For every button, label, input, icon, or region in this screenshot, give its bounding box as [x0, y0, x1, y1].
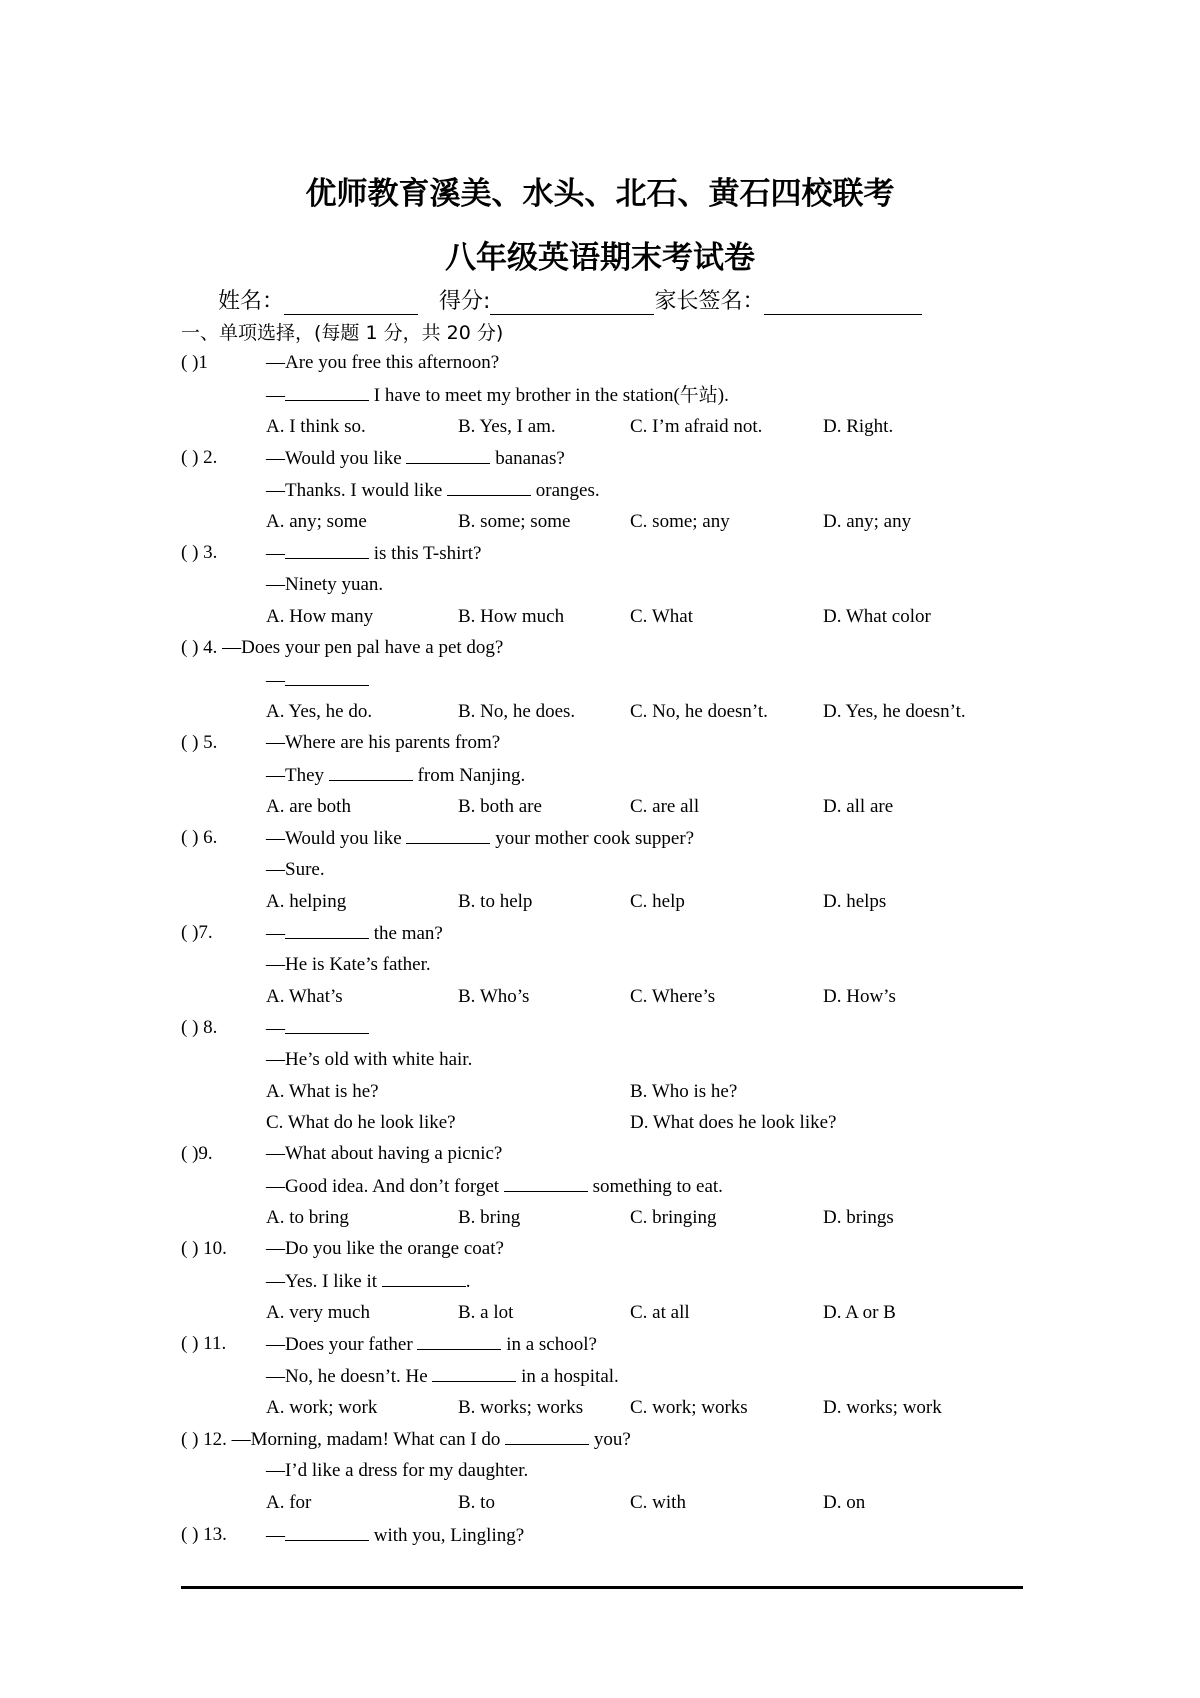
option-b[interactable]: B. a lot [458, 1302, 514, 1323]
option-d[interactable]: D. brings [823, 1207, 894, 1228]
option-d[interactable]: D. helps [823, 891, 887, 912]
name-label: 姓名： [218, 289, 285, 314]
question-text: —Would you like [266, 828, 407, 849]
question-line: —What about having a picnic? [266, 1143, 503, 1164]
blank[interactable] [417, 1331, 501, 1350]
answer-line [266, 1268, 471, 1294]
answer-text: . [465, 1271, 471, 1292]
question-number: ( ) 5. [181, 732, 218, 753]
answer-text: —Yes. I like it [266, 1271, 382, 1292]
answer-text: —Good idea. And don’t forget [266, 1176, 504, 1197]
option-d[interactable]: D. A or B [823, 1302, 896, 1323]
blank[interactable] [406, 825, 490, 844]
question-text: is this T-shirt? [369, 543, 482, 564]
question-text: the man? [369, 923, 443, 944]
footer-divider [181, 1586, 1023, 1589]
answer-line: —Sure. [266, 859, 325, 880]
option-a[interactable]: A. any; some [266, 511, 367, 532]
question-number: ( ) 12. —Morning, madam! What can I do [181, 1429, 506, 1450]
question-line [181, 1426, 631, 1452]
score-blank[interactable] [490, 288, 654, 315]
option-d[interactable]: D. Right. [823, 416, 894, 437]
option-b[interactable]: B. to [458, 1492, 495, 1513]
question-number: ( ) 10. [181, 1238, 227, 1259]
question-line [266, 1522, 524, 1548]
option-c[interactable]: C. work; works [630, 1397, 748, 1418]
answer-text: in a hospital. [516, 1366, 619, 1387]
parent-signature-label: 家长签名： [654, 289, 765, 314]
parent-signature-blank[interactable] [764, 288, 922, 315]
option-d[interactable]: D. What color [823, 606, 931, 627]
question-number: ( ) 4. —Does your pen pal have a pet dog? [181, 637, 504, 658]
option-d[interactable]: D. What does he look like? [630, 1112, 837, 1133]
question-text: — [266, 1525, 285, 1546]
question-line [266, 825, 694, 851]
option-a[interactable]: A. for [266, 1492, 312, 1513]
answer-text: —No, he doesn’t. He [266, 1366, 433, 1387]
answer-text: —Thanks. I would like [266, 480, 448, 501]
blank[interactable] [285, 1522, 369, 1541]
answer-text: I have to meet my brother in the station(午站). [369, 385, 729, 406]
blank[interactable] [382, 1268, 466, 1287]
question-text: in a school? [501, 1334, 597, 1355]
answer-text: something to eat. [587, 1176, 723, 1197]
blank[interactable] [406, 445, 490, 464]
option-d[interactable]: D. on [823, 1492, 866, 1513]
option-d[interactable]: D. any; any [823, 511, 912, 532]
blank[interactable] [285, 1015, 369, 1034]
blank[interactable] [329, 762, 413, 781]
exam-title: 优师教育溪美、水头、北石、黄石四校联考 [305, 176, 895, 212]
blank[interactable] [447, 477, 531, 496]
option-a[interactable]: A. How many [266, 606, 374, 627]
option-b[interactable]: B. some; some [458, 511, 571, 532]
option-b[interactable]: B. bring [458, 1207, 521, 1228]
option-c[interactable]: C. What do he look like? [266, 1112, 456, 1133]
blank[interactable] [432, 1363, 516, 1382]
question-text: with you, Lingling? [369, 1525, 525, 1546]
option-a[interactable]: A. helping [266, 891, 347, 912]
answer-text: — [266, 385, 285, 406]
student-info-row [218, 284, 922, 315]
question-number: ( ) 13. [181, 1524, 227, 1545]
question-text: — [266, 1018, 285, 1039]
question-line [266, 445, 565, 471]
question-number: ( ) 3. [181, 542, 218, 563]
name-blank[interactable] [284, 288, 418, 315]
option-b[interactable]: B. No, he does. [458, 701, 576, 722]
option-d[interactable]: D. works; work [823, 1397, 942, 1418]
option-a[interactable]: A. What’s [266, 986, 343, 1007]
question-line [266, 350, 499, 376]
question-text: —Does your father [266, 1334, 418, 1355]
answer-line [266, 477, 600, 503]
option-d[interactable]: D. Yes, he doesn’t. [823, 701, 966, 722]
answer-text: oranges. [531, 480, 600, 501]
question-number: ( ) 11. [181, 1333, 227, 1354]
option-c[interactable]: C. No, he doesn’t. [630, 701, 768, 722]
option-b[interactable]: B. How much [458, 606, 565, 627]
option-d[interactable]: D. all are [823, 796, 894, 817]
answer-text: from Nanjing. [412, 765, 526, 786]
section-heading: 一、单项选择，(每题 1 分，共 20 分) [181, 322, 504, 344]
answer-line: —He is Kate’s father. [266, 954, 431, 975]
option-a[interactable]: A. Yes, he do. [266, 701, 373, 722]
question-line: —Where are his parents from? [266, 732, 501, 753]
question-number: ( ) 2. [181, 447, 218, 468]
blank[interactable] [285, 382, 369, 401]
question-text: — [266, 923, 285, 944]
option-a[interactable]: A. are both [266, 796, 351, 817]
blank[interactable] [504, 1173, 588, 1192]
question-text: —Would you like [266, 448, 407, 469]
option-a[interactable]: A. I think so. [266, 416, 366, 437]
question-number: ( ) 8. [181, 1017, 218, 1038]
question-line [266, 920, 443, 946]
question-text: — [266, 543, 285, 564]
question-number: ( )1 [181, 352, 208, 373]
option-c[interactable]: C. What [630, 606, 693, 627]
option-c[interactable]: C. with [630, 1492, 686, 1513]
question-line [266, 1331, 597, 1357]
option-a[interactable]: A. to bring [266, 1207, 349, 1228]
score-label: 得分: [439, 289, 491, 314]
blank[interactable] [505, 1426, 589, 1445]
option-c[interactable]: C. at all [630, 1302, 690, 1323]
question-line [266, 1015, 369, 1041]
option-a[interactable]: A. very much [266, 1302, 370, 1323]
blank[interactable] [285, 540, 369, 559]
answer-line [266, 667, 369, 693]
option-b[interactable]: B. Who is he? [630, 1081, 738, 1102]
option-b[interactable]: B. both are [458, 796, 542, 817]
question-line [266, 540, 481, 566]
option-d[interactable]: D. How’s [823, 986, 896, 1007]
question-number: ( ) 6. [181, 827, 218, 848]
answer-text: — [266, 670, 285, 691]
question-number: ( )7. [181, 922, 213, 943]
option-c[interactable]: C. are all [630, 796, 700, 817]
answer-line [266, 1363, 619, 1389]
question-line: —Do you like the orange coat? [266, 1238, 504, 1259]
answer-line [266, 382, 729, 408]
question-text: bananas? [490, 448, 565, 469]
question-number: ( )9. [181, 1143, 213, 1164]
option-c[interactable]: C. bringing [630, 1207, 717, 1228]
question-text: your mother cook supper? [490, 828, 695, 849]
question-text: you? [589, 1429, 631, 1450]
blank[interactable] [285, 920, 369, 939]
answer-line [266, 762, 525, 788]
answer-line: —I’d like a dress for my daughter. [266, 1460, 529, 1481]
option-c[interactable]: C. Where’s [630, 986, 716, 1007]
answer-line [266, 1173, 723, 1199]
option-a[interactable]: A. What is he? [266, 1081, 379, 1102]
answer-text: —They [266, 765, 329, 786]
option-b[interactable]: B. works; works [458, 1397, 584, 1418]
answer-line: —He’s old with white hair. [266, 1049, 473, 1070]
question-text: —Are you free this afternoon? [266, 352, 500, 373]
option-c[interactable]: C. some; any [630, 511, 730, 532]
blank[interactable] [285, 667, 369, 686]
exam-subtitle: 八年级英语期末考试卷 [445, 240, 755, 276]
answer-line: —Ninety yuan. [266, 574, 384, 595]
option-c[interactable]: C. I’m afraid not. [630, 416, 763, 437]
option-c[interactable]: C. help [630, 891, 685, 912]
option-b[interactable]: B. to help [458, 891, 533, 912]
option-b[interactable]: B. Who’s [458, 986, 530, 1007]
option-a[interactable]: A. work; work [266, 1397, 378, 1418]
option-b[interactable]: B. Yes, I am. [458, 416, 556, 437]
